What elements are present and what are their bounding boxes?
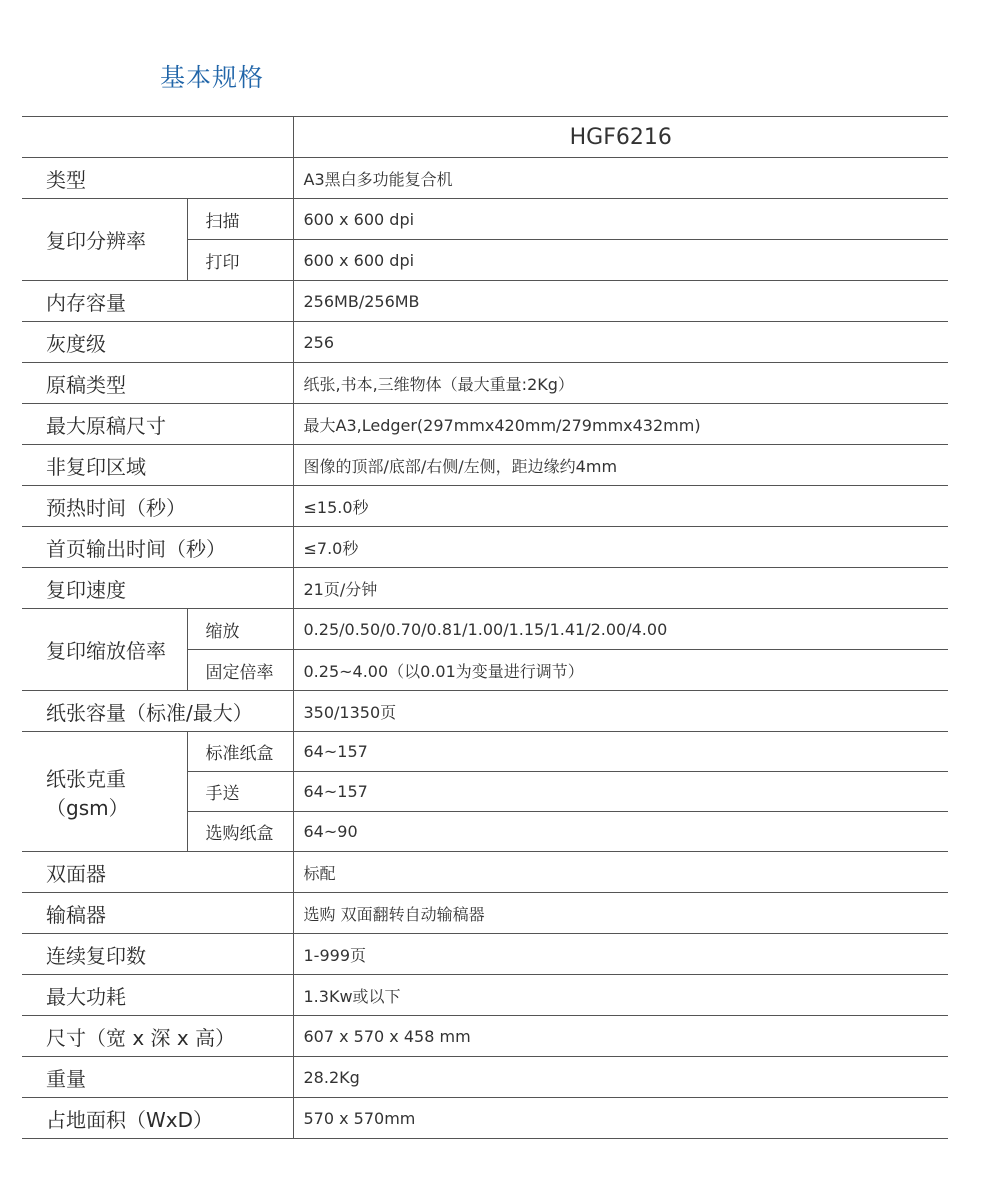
- row-label: 重量: [22, 1057, 293, 1098]
- table-row: [22, 158, 948, 199]
- row-value: 600 x 600 dpi: [293, 240, 948, 281]
- row-value: 600 x 600 dpi: [293, 199, 948, 240]
- table-row: [22, 1057, 948, 1098]
- row-label: 纸张容量（标准/最大）: [22, 691, 293, 732]
- row-value: 0.25~4.00（以0.01为变量进行调节）: [293, 650, 948, 691]
- table-row: [22, 445, 948, 486]
- table-row: [22, 609, 948, 650]
- row-sublabel: 标准纸盒: [187, 732, 293, 772]
- table-row: [22, 363, 948, 404]
- row-value: 1.3Kw或以下: [293, 975, 948, 1016]
- row-value: 1-999页: [293, 934, 948, 975]
- table-row: [22, 527, 948, 568]
- row-label: 类型: [22, 158, 293, 199]
- row-label: 最大功耗: [22, 975, 293, 1016]
- table-row: [22, 281, 948, 322]
- table-row: [22, 893, 948, 934]
- table-row: [22, 975, 948, 1016]
- row-sublabel: 打印: [187, 240, 293, 281]
- row-label: 灰度级: [22, 322, 293, 363]
- row-value: 标配: [293, 852, 948, 893]
- spec-table: [22, 116, 948, 1139]
- row-value: 21页/分钟: [293, 568, 948, 609]
- row-label: 首页输出时间（秒）: [22, 527, 293, 568]
- row-value: 最大A3,Ledger(297mmx420mm/279mmx432mm): [293, 404, 948, 445]
- row-label: 复印分辨率: [22, 199, 187, 281]
- table-row: [22, 404, 948, 445]
- table-row: [22, 852, 948, 893]
- table-row: [22, 486, 948, 527]
- row-sublabel: 选购纸盒: [187, 812, 293, 852]
- row-label: 原稿类型: [22, 363, 293, 404]
- table-row: [22, 1016, 948, 1057]
- row-label: 最大原稿尺寸: [22, 404, 293, 445]
- row-label: 占地面积（WxD）: [22, 1098, 293, 1139]
- row-value: 256MB/256MB: [293, 281, 948, 322]
- row-value: ≤15.0秒: [293, 486, 948, 527]
- row-label: 复印速度: [22, 568, 293, 609]
- row-label: 非复印区域: [22, 445, 293, 486]
- table-row: [22, 322, 948, 363]
- model-name: HGF6216: [293, 117, 948, 158]
- row-label: 内存容量: [22, 281, 293, 322]
- table-row: [22, 732, 948, 772]
- row-label: 连续复印数: [22, 934, 293, 975]
- row-label: 双面器: [22, 852, 293, 893]
- paper-weight-label: 纸张克重: [46, 766, 126, 791]
- row-label: 复印缩放倍率: [22, 609, 187, 691]
- row-label: 预热时间（秒）: [22, 486, 293, 527]
- table-row: [22, 691, 948, 732]
- row-value: 图像的顶部/底部/右侧/左侧，距边缘约4mm: [293, 445, 948, 486]
- row-value: 0.25/0.50/0.70/0.81/1.00/1.15/1.41/2.00/4.00: [293, 609, 948, 650]
- table-header-row: [22, 117, 948, 158]
- section-title: 基本规格: [160, 63, 265, 92]
- row-value: 256: [293, 322, 948, 363]
- row-label: [22, 732, 187, 852]
- row-value: 64~90: [293, 812, 948, 852]
- row-value: 选购 双面翻转自动输稿器: [293, 893, 948, 934]
- row-value: ≤7.0秒: [293, 527, 948, 568]
- row-label: 尺寸（宽 x 深 x 高）: [22, 1016, 293, 1057]
- table-row: [22, 1098, 948, 1139]
- table-row: [22, 934, 948, 975]
- row-value: 64~157: [293, 772, 948, 812]
- row-sublabel: 固定倍率: [187, 650, 293, 691]
- row-value: 570 x 570mm: [293, 1098, 948, 1139]
- table-row: [22, 199, 948, 240]
- row-value: A3黑白多功能复合机: [293, 158, 948, 199]
- table-row: [22, 568, 948, 609]
- row-value: 64~157: [293, 732, 948, 772]
- row-value: 28.2Kg: [293, 1057, 948, 1098]
- row-sublabel: 扫描: [187, 199, 293, 240]
- row-value: 纸张,书本,三维物体（最大重量:2Kg）: [293, 363, 948, 404]
- row-sublabel: 缩放: [187, 609, 293, 650]
- row-label: 输稿器: [22, 893, 293, 934]
- row-value: 350/1350页: [293, 691, 948, 732]
- paper-weight-unit: （gsm）: [46, 795, 129, 820]
- row-sublabel: 手送: [187, 772, 293, 812]
- row-value: 607 x 570 x 458 mm: [293, 1016, 948, 1057]
